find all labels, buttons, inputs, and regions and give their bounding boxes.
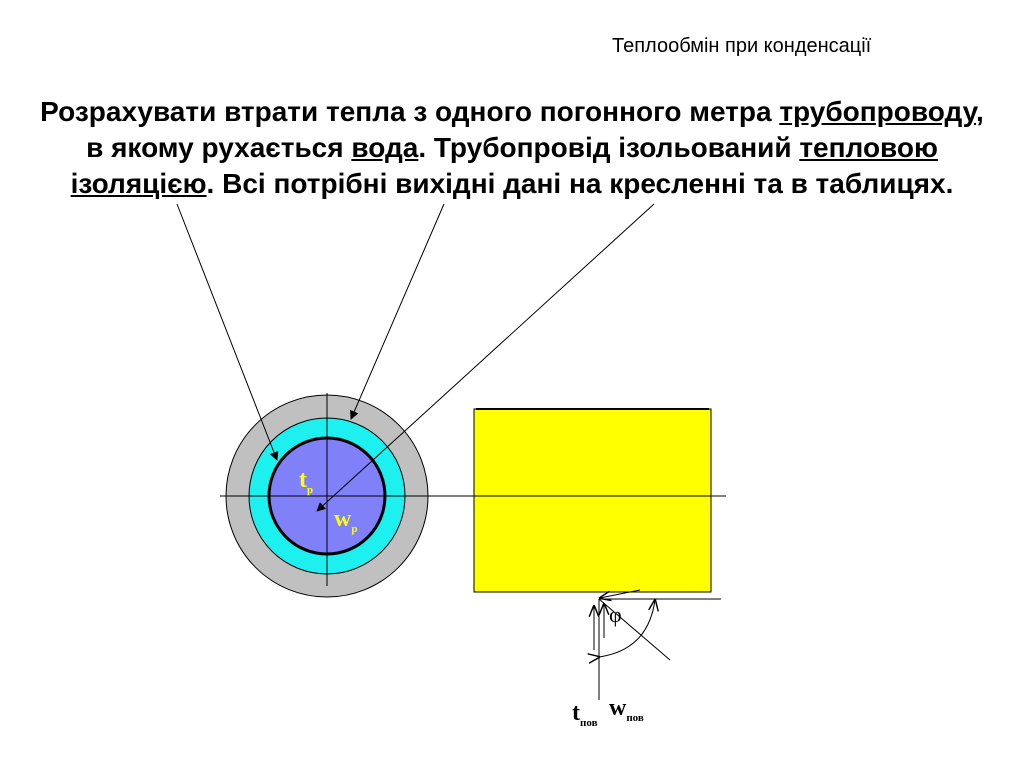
task-text-part3: . Трубопровід ізольований bbox=[418, 132, 800, 163]
task-text-part4: . Всі потрібні вихідні дані на кресленні та в таблицях. bbox=[206, 168, 954, 199]
w-main: w bbox=[334, 506, 352, 532]
insulation-term: тепловою ізоляцією bbox=[70, 132, 938, 199]
pipeline-term: трубопроводу bbox=[779, 96, 977, 127]
water-term: вода bbox=[351, 132, 419, 163]
t-sub: р bbox=[307, 484, 314, 496]
task-text-part2: , в якому рухається bbox=[86, 96, 984, 163]
pointer-arrow-pipeline bbox=[177, 204, 277, 460]
task-text-part1: Розрахувати втрати тепла з одного погонного метра bbox=[40, 96, 780, 127]
w-surf-main: w bbox=[609, 695, 627, 721]
w-surf-sub: пов bbox=[626, 712, 644, 724]
pointer-arrow-insulation bbox=[351, 204, 444, 419]
surface-velocity-label bbox=[609, 695, 644, 724]
slide-topic: Теплообмін при конденсації bbox=[612, 35, 872, 57]
surface-temperature-label bbox=[572, 700, 598, 729]
t-main: t bbox=[299, 467, 307, 493]
pipe-side-view bbox=[474, 409, 711, 592]
phi-angle-arc bbox=[599, 600, 655, 657]
w-sub: р bbox=[351, 523, 358, 535]
phi-label: φ bbox=[609, 602, 622, 627]
t-surf-main: t bbox=[572, 700, 580, 726]
t-surf-sub: пов bbox=[580, 717, 598, 729]
